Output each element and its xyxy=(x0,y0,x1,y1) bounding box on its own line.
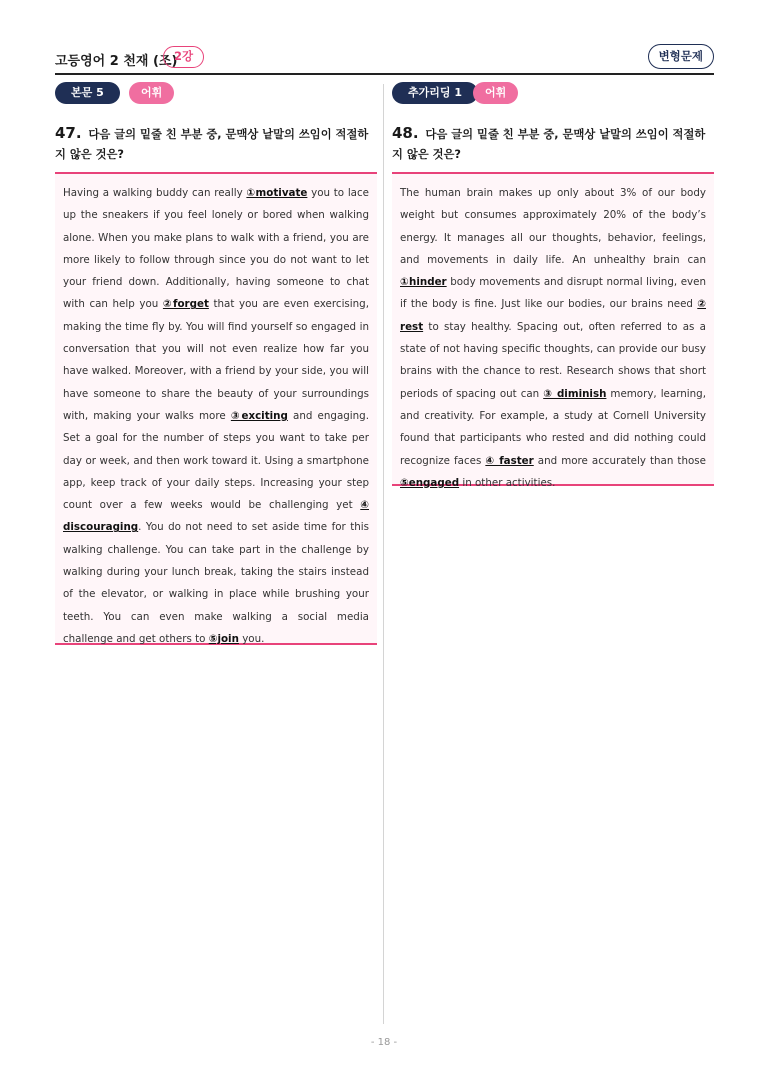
question-48 xyxy=(392,123,714,165)
passage-text: Having a walking buddy can really xyxy=(63,187,247,199)
page-number: - 18 - xyxy=(370,1037,398,1048)
choice-1: ①motivate xyxy=(246,187,308,199)
source-tag: 본문 5 xyxy=(55,82,120,104)
category-tag: 어휘 xyxy=(129,82,174,104)
passage-text: you to lace up the sneakers if you feel lonely or bored when walking alone. When you make plans to walk with a friend, you are more likely to follow through since you do not want to let your friend down. Additionally, having someone to chat with can help you xyxy=(63,187,369,311)
passage-text: body movements and disrupt normal living, even if the body is fine. Just like our bodies, our brains need xyxy=(400,276,706,311)
source-tag: 추가리딩 1 xyxy=(392,82,478,104)
choice-5: ⑤join xyxy=(208,632,239,645)
choice-2: ②forget xyxy=(162,298,209,311)
passage-48 xyxy=(392,174,714,489)
right-column xyxy=(392,82,714,489)
problem-type-badge: 변형문제 xyxy=(648,44,714,69)
passage-text: The human brain makes up only about 3% of our body weight but consumes approximately 20% of the body’s energy. It manages all our thoughts, behavior, feelings, and movements in daily life. An unhealthy brain can xyxy=(400,187,706,266)
choice-4: ④ discouraging xyxy=(63,499,369,534)
left-tags xyxy=(55,82,377,104)
book-title: 고등영어 2 천재 (조) xyxy=(55,54,178,69)
question-text: 다음 글의 밑줄 친 부분 중, 문맥상 낱말의 쓰임이 적절하지 않은 것은? xyxy=(55,128,369,161)
passage-text: that you are even exercising, making the time fly by. You will find yourself so engaged in conversation that you will not even realize how far you have walked. Moreover, with a friend by your side, you will have someone to share the beauty of your surroundings with, making your walks more xyxy=(63,298,369,422)
right-tags xyxy=(392,82,714,104)
category-tag: 어휘 xyxy=(473,82,518,104)
passage-text: . You do not need to set aside time for this walking challenge. You can take part in the challenge by walking during your lunch break, taking the stairs instead of the elevator, or walking in place while brushing your teeth. You can even make walking a social media challenge and get others to xyxy=(63,521,369,645)
choice-5: ⑤engaged xyxy=(400,476,460,489)
left-column xyxy=(55,82,377,645)
passage-text: you. xyxy=(238,632,265,645)
passage-text: to stay healthy. Spacing out, often referred to as a state of not having specific thoughts, can provide our busy brains with the chance to rest. Research shows that short periods of spacing out can xyxy=(400,320,706,400)
choice-4: ④ faster xyxy=(485,454,534,467)
choice-1: ①hinder xyxy=(400,276,447,289)
header-divider xyxy=(55,73,714,75)
passage-text: and more accurately than those xyxy=(533,454,706,467)
passage-47 xyxy=(55,174,377,645)
passage-text: in other activities. xyxy=(459,476,556,489)
lesson-badge: 2강 xyxy=(163,46,204,68)
choice-2: ② rest xyxy=(400,298,706,333)
passage-text: memory, learning, and creativity. For example, a study at Cornell University found that participants who rested and did nothing could recognize faces xyxy=(400,387,706,467)
question-47 xyxy=(55,123,377,165)
question-number: 47. xyxy=(55,124,82,142)
choice-3: ③ diminish xyxy=(543,387,607,400)
choice-3: ③exciting xyxy=(230,409,288,422)
page-header xyxy=(55,44,714,74)
passage-text: and engaging. Set a goal for the number of steps you want to take per day or week, and then work toward it. Using a smartphone app, keep track of your daily steps. Increasing your step count over a few weeks would be challenging yet xyxy=(63,409,369,512)
question-number: 48. xyxy=(392,124,419,142)
question-text: 다음 글의 밑줄 친 부분 중, 문맥상 낱말의 쓰임이 적절하지 않은 것은? xyxy=(392,128,706,161)
column-divider xyxy=(383,84,384,1024)
